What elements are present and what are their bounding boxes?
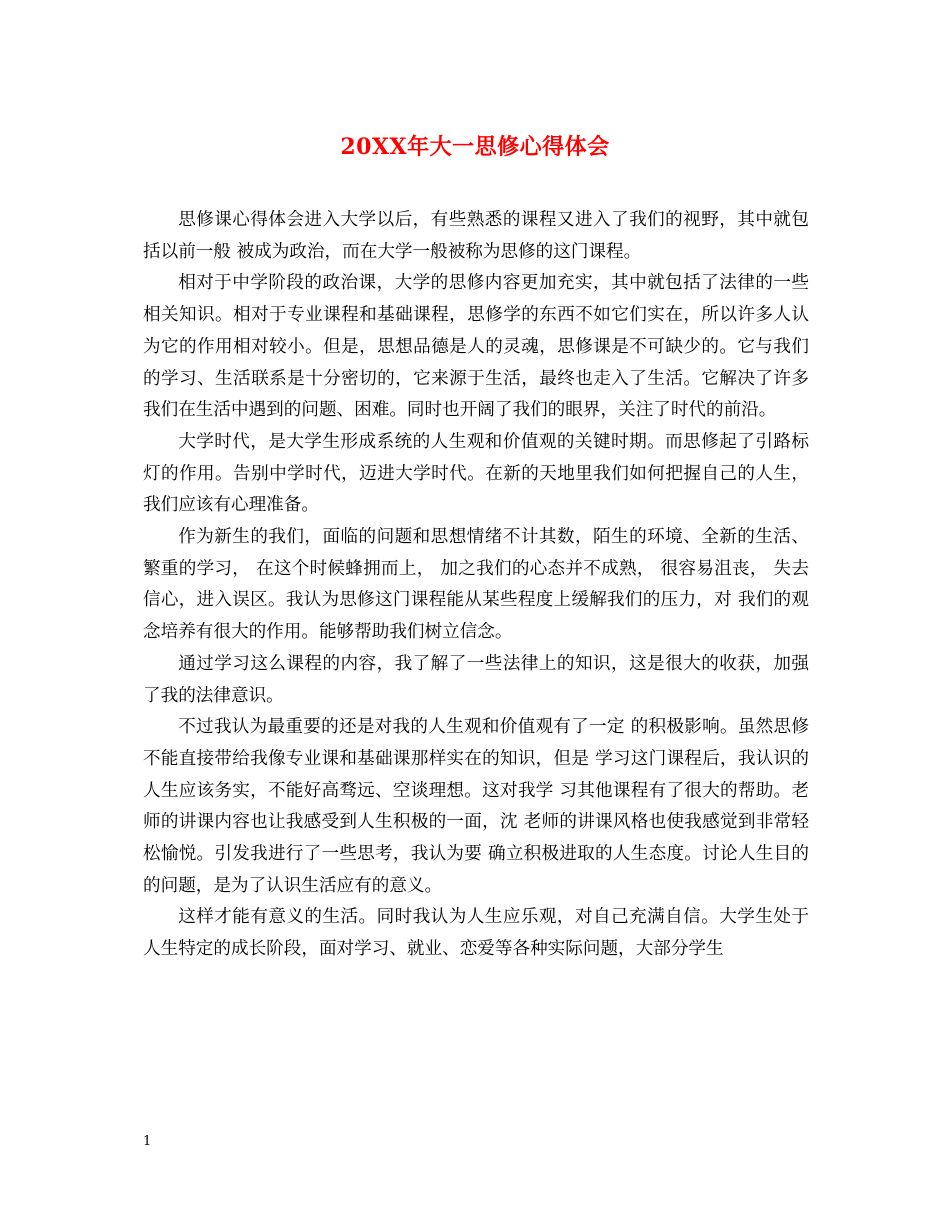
- paragraph: 不过我认为最重要的还是对我的人生观和价值观有了一定 的积极影响。虽然思修不能直接带给我像专业课和基础课那样实在的知识，但是 学习这门课程后，我认识的人生应该务实，不能好高骛远、空谈理想。这对我学 习其他课程有了很大的帮助。老师的讲课内容也让我感受到人生积极的一面，沈 老师的讲课风格也使我感觉到非常轻松愉悦。引发我进行了一些思考，我认为要 确立积极进取的人生态度。讨论人生目的的问题，是为了认识生活应有的意义。: [143, 717, 809, 896]
- paragraph: 通过学习这么课程的内容，我了解了一些法律上的知识，这是很大的收获，加强了我的法律意识。: [143, 653, 809, 706]
- paragraph: 思修课心得体会进入大学以后，有些熟悉的课程又进入了我们的视野，其中就包括以前一般 被成为政治，而在大学一般被称为思修的这门课程。: [143, 210, 809, 262]
- paragraph: 这样才能有意义的生活。同时我认为人生应乐观，对自己充满自信。大学生处于 人生特定的成长阶段，面对学习、就业、恋爱等各种实际问题，大部分学生: [143, 907, 809, 960]
- paragraph: 作为新生的我们，面临的问题和思想情绪不计其数，陌生的环境、全新的生活、 繁重的学习， 在这个时候蜂拥而上， 加之我们的心态并不成熟， 很容易沮丧， 失去信心，进入误区。我认为思修这门课程能从某些程度上缓解我们的压力，对 我们的观念培养有很大的作用。能够帮助我们树立信念。: [143, 527, 809, 643]
- document-title: 20XX年大一思修心得体会: [340, 134, 610, 160]
- page-number: 1: [143, 1134, 152, 1149]
- paragraph: 相对于中学阶段的政治课，大学的思修内容更加充实，其中就包括了法律的一些相关知识。相对于专业课程和基础课程，思修学的东西不如它们实在，所以许多人认为它的作用相对较小。但是，思想品德是人的灵魂，思修课是不可缺少的。它与我们的学习、生活联系是十分密切的，它来源于生活，最终也走入了生活。它解决了许多我们在生活中遇到的问题、困难。同时也开阔了我们的眼界，关注了时代的前沿。: [143, 273, 809, 421]
- paragraph: 大学时代，是大学生形成系统的人生观和价值观的关键时期。而思修起了引路标灯的作用。告别中学时代，迈进大学时代。在新的天地里我们如何把握自己的人生，我们应该有心理准备。: [143, 431, 809, 516]
- document-body: [143, 205, 809, 966]
